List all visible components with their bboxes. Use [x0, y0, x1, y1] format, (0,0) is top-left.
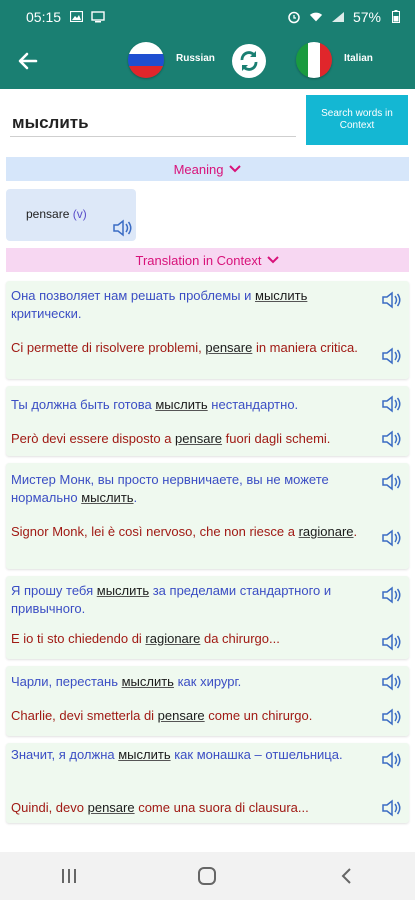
- desktop-icon: [91, 11, 105, 23]
- italian-sentence[interactable]: [11, 523, 381, 541]
- meaning-header-label: Meaning: [173, 161, 224, 177]
- navigation-bar: [0, 852, 415, 900]
- sentence-text: .: [353, 524, 358, 539]
- russia-flag-icon[interactable]: [128, 42, 164, 78]
- context-card[interactable]: [6, 281, 409, 379]
- sentence-text: E io ti sto chiedendo di: [11, 631, 146, 646]
- sentence-text: Signor Monk, lei è così nervoso, che non riesce a: [11, 524, 299, 539]
- speaker-icon[interactable]: [381, 529, 403, 547]
- swap-icon: [236, 48, 262, 74]
- highlighted-word: pensare: [205, 340, 253, 355]
- sentence-text: Però devi essere disposto a: [11, 431, 176, 446]
- highlighted-word: мыслить: [118, 747, 171, 762]
- sentence-text: критически.: [11, 306, 82, 321]
- recent-apps-icon: [60, 868, 78, 884]
- italian-sentence[interactable]: [11, 707, 381, 725]
- translation-in-context-header[interactable]: [6, 248, 409, 272]
- speaker-icon[interactable]: [381, 347, 403, 365]
- italian-sentence[interactable]: [11, 339, 381, 357]
- speaker-icon[interactable]: [381, 673, 403, 691]
- context-card[interactable]: [6, 386, 409, 456]
- italian-sentence[interactable]: [11, 799, 381, 817]
- sentence-text: Она позволяет нам решать проблемы и: [11, 288, 255, 303]
- sentence-text: Ты должна быть готова: [11, 397, 156, 412]
- highlighted-word: мыслить: [96, 583, 150, 598]
- sentence-text: Я прошу тебя: [11, 583, 97, 598]
- sentence-text: Charlie, devi smetterla di: [11, 708, 158, 723]
- back-nav-button[interactable]: [334, 866, 358, 886]
- recent-apps-button[interactable]: [57, 866, 81, 886]
- context-header-label: Translation in Context: [135, 252, 262, 268]
- swap-languages-button[interactable]: [232, 44, 266, 78]
- italian-sentence[interactable]: [11, 430, 381, 448]
- context-card[interactable]: [6, 463, 409, 569]
- highlighted-word: pensare: [87, 800, 135, 815]
- highlighted-word: мыслить: [81, 490, 134, 505]
- chevron-down-icon: [229, 165, 241, 173]
- highlighted-word: ragionare: [298, 524, 354, 539]
- status-time: 05:15: [26, 8, 62, 25]
- search-input[interactable]: [10, 109, 296, 137]
- back-button[interactable]: [14, 47, 42, 75]
- highlighted-word: pensare: [175, 431, 223, 446]
- search-in-context-button[interactable]: Search words in Context: [306, 95, 408, 145]
- sentence-text: Quindi, devo: [11, 800, 88, 815]
- home-button[interactable]: [195, 866, 219, 886]
- sentence-text: da chirurgo...: [200, 631, 280, 646]
- sentence-text: come una suora di clausura...: [134, 800, 309, 815]
- speaker-icon[interactable]: [381, 751, 403, 769]
- sentence-text: .: [133, 490, 138, 505]
- status-bar: [0, 0, 415, 33]
- highlighted-word: мыслить: [121, 674, 174, 689]
- target-language-label[interactable]: Italian: [344, 53, 373, 64]
- russian-sentence[interactable]: [11, 396, 381, 414]
- russian-sentence[interactable]: [11, 287, 381, 323]
- image-icon: [69, 11, 83, 23]
- speaker-icon[interactable]: [381, 291, 403, 309]
- context-card[interactable]: [6, 576, 409, 659]
- battery-icon: [389, 11, 403, 23]
- sentence-text: Ci permette di risolvere problemi,: [11, 340, 206, 355]
- italian-sentence[interactable]: [11, 630, 381, 648]
- speaker-icon[interactable]: [112, 219, 134, 237]
- speaker-icon[interactable]: [381, 586, 403, 604]
- sentence-text: come un chirurgo.: [204, 708, 313, 723]
- app-bar: [0, 33, 415, 89]
- sentence-text: fuori dagli schemi.: [222, 431, 331, 446]
- russian-sentence[interactable]: [11, 746, 381, 764]
- meaning-word-text: pensare: [26, 207, 70, 221]
- speaker-icon[interactable]: [381, 708, 403, 726]
- highlighted-word: мыслить: [255, 288, 308, 303]
- speaker-icon[interactable]: [381, 473, 403, 491]
- context-card[interactable]: [6, 666, 409, 736]
- sentence-text: Чарли, перестань: [11, 674, 122, 689]
- speaker-icon[interactable]: [381, 799, 403, 817]
- italy-flag-icon[interactable]: [296, 42, 332, 78]
- arrow-left-icon: [14, 47, 42, 75]
- sentence-text: нестандартно.: [207, 397, 299, 412]
- speaker-icon[interactable]: [381, 633, 403, 651]
- wifi-icon: [309, 11, 323, 23]
- highlighted-word: ragionare: [145, 631, 201, 646]
- speaker-icon[interactable]: [381, 395, 403, 413]
- sentence-text: in maniera critica.: [252, 340, 358, 355]
- meaning-header[interactable]: [6, 157, 409, 181]
- speaker-icon[interactable]: [381, 430, 403, 448]
- meaning-card[interactable]: [6, 189, 136, 241]
- highlighted-word: мыслить: [155, 397, 208, 412]
- chevron-left-icon: [339, 867, 353, 885]
- context-card[interactable]: [6, 743, 409, 823]
- part-of-speech: (v): [72, 207, 87, 221]
- battery-text: 57%: [352, 8, 381, 25]
- status-left: [26, 9, 105, 25]
- sentence-text: Значит, я должна: [11, 747, 119, 762]
- sentence-text: Мистер Монк, вы просто нервничаете, вы не можете нормально: [11, 472, 329, 505]
- sentence-text: как монашка – отшельница.: [170, 747, 343, 762]
- signal-icon: [331, 11, 345, 23]
- status-right: [287, 9, 403, 25]
- source-language-label[interactable]: Russian: [176, 53, 215, 64]
- russian-sentence[interactable]: [11, 673, 381, 691]
- sentence-text: как хирург.: [173, 674, 242, 689]
- highlighted-word: pensare: [157, 708, 205, 723]
- alarm-icon: [287, 11, 301, 23]
- chevron-down-icon: [267, 256, 279, 264]
- russian-sentence[interactable]: [11, 471, 381, 507]
- home-icon: [197, 866, 217, 886]
- russian-sentence[interactable]: [11, 582, 381, 618]
- sentence-text: за пределами стандартного и привычного.: [11, 583, 332, 616]
- meaning-word: [26, 207, 87, 221]
